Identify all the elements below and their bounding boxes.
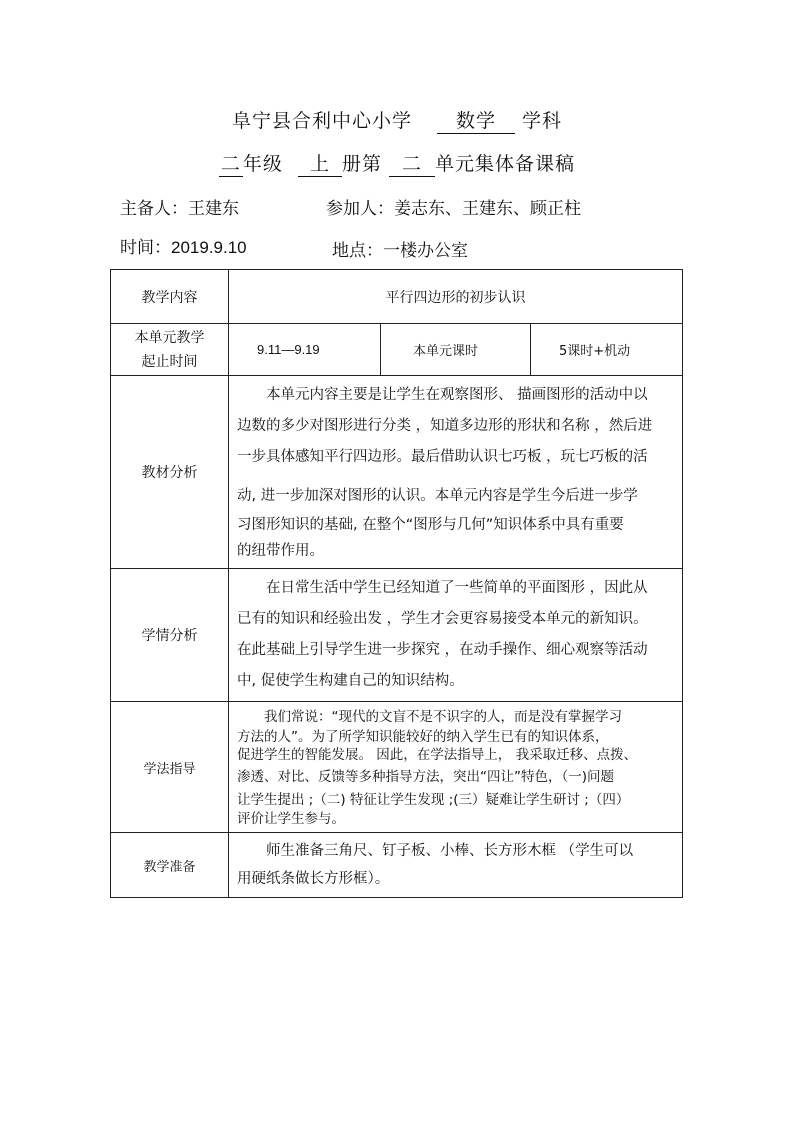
students-label: 学情分析 (111, 569, 229, 702)
volume-label: 册第 (341, 153, 382, 175)
method-label: 学法指导 (111, 702, 229, 833)
participants-line (326, 194, 581, 219)
host-label: 主备人： (120, 199, 188, 219)
grade-field: 二 (220, 153, 241, 175)
textbook-row (111, 376, 683, 569)
hours-label: 本单元课时 (381, 324, 531, 376)
lesson-plan-table (110, 269, 683, 898)
unit-field: 二 (389, 154, 435, 177)
place-label: 地点： (332, 241, 383, 261)
method-line: 方法的人”。为了所学知识能较好的纳入学生已有的知识体系， (237, 729, 609, 745)
prep-row (111, 833, 683, 898)
participants-label: 参加人： (326, 199, 394, 219)
period-row (111, 324, 683, 376)
volume-field: 上 (298, 154, 342, 177)
textbook-line: 的纽带作用。 (237, 543, 324, 559)
students-line: 在此基础上引导学生进一步探究 ，在动手操作、细心观察等活动 (237, 642, 648, 658)
method-line: 让学生提出 ;（二) 特征让学生发现 ;(三）疑难让学生研讨 ;（四） (237, 792, 630, 808)
host-name: 王建东 (188, 199, 239, 219)
prep-label: 教学准备 (111, 833, 229, 898)
place-line (332, 236, 468, 261)
period-label-line-2: 起止时间 (141, 353, 198, 370)
host-line (120, 194, 239, 219)
method-line: 我们常说：“现代的文盲不是不识字的人，而是没有掌握学习 (264, 709, 622, 725)
time-value: 2019.9.10 (171, 238, 247, 257)
method-line: 促进学生的智能发展。 因此，在学法指导上， 我采取迁移、点拨、 (237, 747, 638, 763)
students-row (111, 569, 683, 702)
content-row (111, 270, 683, 324)
prep-text (229, 833, 683, 898)
textbook-line: 一步具体感知平行四边形。最后借助认识七巧板 ，玩七巧板的活 (237, 449, 648, 465)
place-value: 一楼办公室 (383, 241, 468, 261)
unit-label: 单元集体备课稿 (435, 153, 576, 175)
content-label: 教学内容 (111, 270, 229, 324)
content-value: 平行四边形的初步认识 (229, 270, 683, 324)
students-text (229, 569, 683, 702)
period-value: 9.11—9.19 (229, 324, 381, 376)
students-line: 在日常生活中学生已经知道了一些简单的平面图形 ，因此从 (266, 580, 648, 596)
document-title (0, 106, 794, 134)
method-line: 评价让学生参与。 (237, 811, 345, 827)
time-line (120, 233, 247, 258)
textbook-line: 本单元内容主要是让学生在观察图形、 描画图形的活动中以 (266, 387, 648, 403)
textbook-line: 习图形知识的基础, 在整个“图形与几何”知识体系中具有重要 (237, 517, 624, 533)
method-text (229, 702, 683, 833)
grade-label: 年级 (242, 153, 283, 175)
document-subtitle (0, 149, 794, 177)
prep-line: 用硬纸条做长方形框）。 (237, 871, 390, 887)
participants-names: 姜志东、王建东、顾正柱 (394, 199, 581, 219)
subject-field: 数学 (437, 111, 515, 134)
period-label-line-1: 本单元教学 (134, 329, 205, 346)
students-line: 已有的知识和经验出发 ，学生才会更容易接受本单元的新知识。 (237, 611, 648, 627)
textbook-line: 动, 进一步加深对图形的认识。本单元内容是学生今后进一步学 (237, 488, 638, 504)
subject-suffix: 学科 (522, 110, 563, 132)
textbook-line: 边数的多少对图形进行分类 ，知道多边形的形状和名称 ，然后进 (237, 418, 653, 434)
textbook-label: 教材分析 (111, 376, 229, 569)
textbook-text (229, 376, 683, 569)
hours-value: 5课时+机动 (531, 324, 683, 376)
school-name: 阜宁县合利中心小学 (231, 110, 412, 132)
time-label: 时间： (120, 238, 171, 258)
prep-line: 师生准备三角尺、钉子板、小棒、长方形木框 （学生可以 (266, 843, 634, 859)
students-line: 中, 促使学生构建自己的知识结构。 (237, 673, 464, 689)
period-label (111, 324, 229, 376)
method-line: 渗透、对比、反馈等多种指导方法，突出“四让”特色，（一)问题 (237, 769, 615, 785)
method-row (111, 702, 683, 833)
